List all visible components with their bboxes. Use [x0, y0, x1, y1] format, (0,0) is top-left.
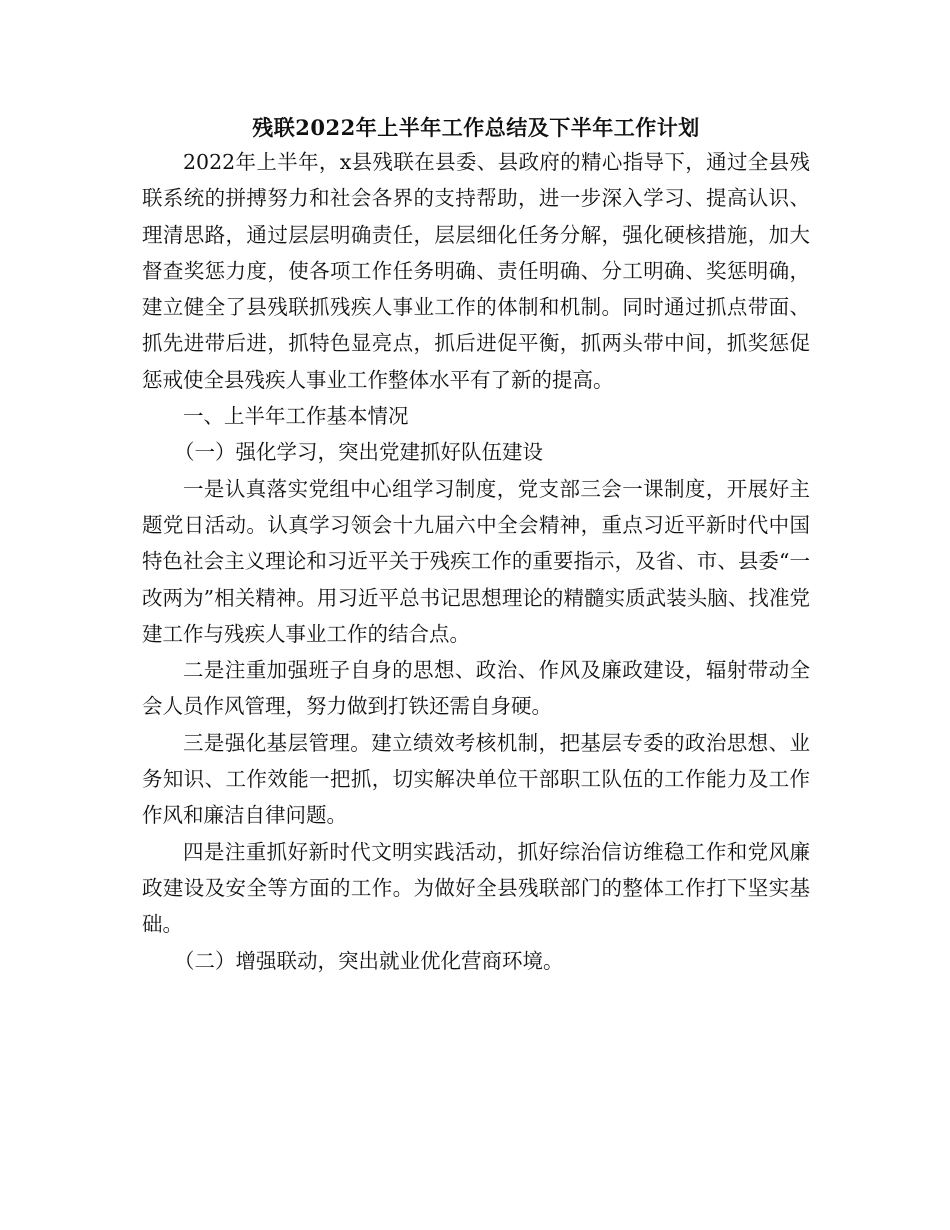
document-body — [142, 112, 810, 979]
document-title: 残联2022年上半年工作总结及下半年工作计划 — [252, 115, 700, 140]
paragraph-item-2: 二是注重加强班子自身的思想、政治、作风及廉政建设，辐射带动全会人员作风管理，努力做到打铁还需自身硬。 — [142, 658, 810, 719]
section-heading-1: 一、上半年工作基本情况 — [183, 404, 409, 429]
paragraph-item-4: 四是注重抓好新时代文明实践活动，抓好综治信访维稳工作和党风廉政建设及安全等方面的工作。为做好全县残联部门的整体工作打下坚实基础。 — [142, 839, 810, 937]
intro-paragraph: 2022年上半年，x县残联在县委、县政府的精心指导下，通过全县残联系统的拼搏努力和社会各界的支持帮助，进一步深入学习、提高认识、理清思路，通过层层明确责任，层层细化任务分解，强化硬核措施，加大督查奖惩力度，使各项工作任务明确、责任明确、分工明确、奖惩明确，建立健全了县残联抓残疾人事业工作的体制和机制。同时通过抓点带面、抓先进带后进，抓特色显亮点，抓后进促平衡，抓两头带中间，抓奖惩促惩戒使全县残疾人事业工作整体水平有了新的提高。 — [142, 150, 810, 392]
subsection-heading-1: （一）强化学习，突出党建抓好队伍建设 — [174, 440, 543, 465]
paragraph-item-3: 三是强化基层管理。建立绩效考核机制，把基层专委的政治思想、业务知识、工作效能一把抓，切实解决单位干部职工队伍的工作能力及工作作风和廉洁自律问题。 — [142, 730, 810, 828]
subsection-heading-2: （二）增强联动，突出就业优化营商环境。 — [174, 948, 564, 973]
paragraph-item-1: 一是认真落实党组中心组学习制度，党支部三会一课制度，开展好主题党日活动。认真学习领会十九届六中全会精神，重点习近平新时代中国特色社会主义理论和习近平关于残疾工作的重要指示，及省、市、县委“一改两为”相关精神。用习近平总书记思想理论的精髓实质武装头脑、找准党建工作与残疾人事业工作的结合点。 — [142, 476, 810, 646]
